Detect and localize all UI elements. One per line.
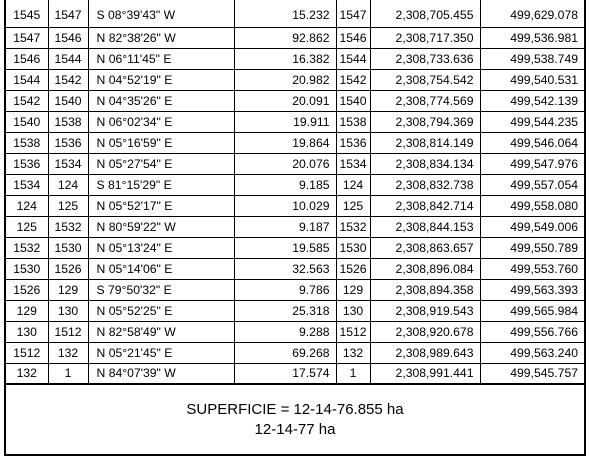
bearing-cell: N 82°38'26" W	[88, 27, 234, 48]
vertex-cell: 1546	[336, 27, 370, 48]
coordinate-x-cell: 499,549.006	[480, 216, 584, 237]
table-row	[6, 174, 584, 195]
sight-point-cell: 1532	[48, 216, 88, 237]
sight-point-cell: 1538	[48, 111, 88, 132]
bearing-cell: N 06°02'34" E	[88, 111, 234, 132]
vertex-cell: 1547	[336, 0, 370, 27]
distance-cell: 15.232	[234, 0, 336, 27]
coordinate-x-cell: 499,546.064	[480, 132, 584, 153]
coordinate-x-cell: 499,565.984	[480, 300, 584, 321]
table-row	[6, 300, 584, 321]
station-cell: 1538	[6, 132, 48, 153]
station-cell: 129	[6, 300, 48, 321]
coordinate-y-cell: 2,308,920.678	[370, 321, 480, 342]
distance-cell: 19.864	[234, 132, 336, 153]
bearing-cell: N 05°13'24" E	[88, 237, 234, 258]
bearing-cell: S 81°15'29" E	[88, 174, 234, 195]
vertex-cell: 1544	[336, 48, 370, 69]
station-cell: 1547	[6, 27, 48, 48]
station-cell: 1546	[6, 48, 48, 69]
vertex-cell: 1538	[336, 111, 370, 132]
distance-cell: 9.288	[234, 321, 336, 342]
coordinate-y-cell: 2,308,919.543	[370, 300, 480, 321]
bearing-cell: N 05°52'25" E	[88, 300, 234, 321]
bearing-cell: S 08°39'43" W	[88, 0, 234, 27]
distance-cell: 19.911	[234, 111, 336, 132]
bearing-cell: S 79°50'32" E	[88, 279, 234, 300]
distance-cell: 20.091	[234, 90, 336, 111]
sight-point-cell: 130	[48, 300, 88, 321]
survey-table-body	[6, 0, 584, 384]
bearing-cell: N 04°52'19" E	[88, 69, 234, 90]
coordinate-x-cell: 499,545.757	[480, 363, 584, 384]
sight-point-cell: 124	[48, 174, 88, 195]
table-row	[6, 48, 584, 69]
station-cell: 1532	[6, 237, 48, 258]
sight-point-cell: 129	[48, 279, 88, 300]
sight-point-cell: 1534	[48, 153, 88, 174]
vertex-cell: 132	[336, 342, 370, 363]
bearing-cell: N 05°16'59" E	[88, 132, 234, 153]
sight-point-cell: 1536	[48, 132, 88, 153]
vertex-cell: 1540	[336, 90, 370, 111]
coordinate-x-cell: 499,553.760	[480, 258, 584, 279]
table-row	[6, 90, 584, 111]
bearing-cell: N 82°58'49" W	[88, 321, 234, 342]
bearing-cell: N 84°07'39" W	[88, 363, 234, 384]
coordinate-x-cell: 499,538.749	[480, 48, 584, 69]
table-row	[6, 363, 584, 384]
sight-point-cell: 1544	[48, 48, 88, 69]
survey-coordinates-table	[6, 0, 584, 385]
vertex-cell: 1536	[336, 132, 370, 153]
coordinate-y-cell: 2,308,717.350	[370, 27, 480, 48]
sight-point-cell: 1530	[48, 237, 88, 258]
coordinate-x-cell: 499,563.240	[480, 342, 584, 363]
coordinate-x-cell: 499,629.078	[480, 0, 584, 27]
coordinate-y-cell: 2,308,894.358	[370, 279, 480, 300]
table-row	[6, 69, 584, 90]
bearing-cell: N 04°35'26" E	[88, 90, 234, 111]
station-cell: 132	[6, 363, 48, 384]
station-cell: 1536	[6, 153, 48, 174]
table-row	[6, 27, 584, 48]
table-row	[6, 321, 584, 342]
bearing-cell: N 06°11'45" E	[88, 48, 234, 69]
distance-cell: 19.585	[234, 237, 336, 258]
coordinate-y-cell: 2,308,705.455	[370, 0, 480, 27]
coordinate-x-cell: 499,558.080	[480, 195, 584, 216]
station-cell: 1534	[6, 174, 48, 195]
coordinate-y-cell: 2,308,794.369	[370, 111, 480, 132]
sight-point-cell: 1	[48, 363, 88, 384]
coordinate-y-cell: 2,308,844.153	[370, 216, 480, 237]
coordinate-x-cell: 499,536.981	[480, 27, 584, 48]
coordinate-x-cell: 499,550.789	[480, 237, 584, 258]
bearing-cell: N 05°21'45" E	[88, 342, 234, 363]
superficie-text: SUPERFICIE = 12-14-76.855 ha	[186, 401, 404, 418]
vertex-cell: 1512	[336, 321, 370, 342]
station-cell: 1512	[6, 342, 48, 363]
station-cell: 1542	[6, 90, 48, 111]
vertex-cell: 129	[336, 279, 370, 300]
distance-cell: 16.382	[234, 48, 336, 69]
vertex-cell: 1526	[336, 258, 370, 279]
vertex-cell: 1	[336, 363, 370, 384]
coordinate-y-cell: 2,308,754.542	[370, 69, 480, 90]
coordinate-x-cell: 499,540.531	[480, 69, 584, 90]
sight-point-cell: 1512	[48, 321, 88, 342]
distance-cell: 32.563	[234, 258, 336, 279]
coordinate-x-cell: 499,547.976	[480, 153, 584, 174]
station-cell: 1540	[6, 111, 48, 132]
vertex-cell: 1534	[336, 153, 370, 174]
distance-cell: 20.982	[234, 69, 336, 90]
coordinate-y-cell: 2,308,896.084	[370, 258, 480, 279]
distance-cell: 9.786	[234, 279, 336, 300]
table-row	[6, 195, 584, 216]
sight-point-cell: 1546	[48, 27, 88, 48]
distance-cell: 9.185	[234, 174, 336, 195]
coordinate-y-cell: 2,308,842.714	[370, 195, 480, 216]
coordinate-y-cell: 2,308,991.441	[370, 363, 480, 384]
distance-cell: 69.268	[234, 342, 336, 363]
coordinate-y-cell: 2,308,834.134	[370, 153, 480, 174]
distance-cell: 20.076	[234, 153, 336, 174]
station-cell: 125	[6, 216, 48, 237]
distance-cell: 25.318	[234, 300, 336, 321]
station-cell: 1530	[6, 258, 48, 279]
coordinate-y-cell: 2,308,774.569	[370, 90, 480, 111]
distance-cell: 10.029	[234, 195, 336, 216]
superficie-rounded-text: 12-14-77 ha	[254, 421, 336, 438]
table-row	[6, 132, 584, 153]
station-cell: 1544	[6, 69, 48, 90]
vertex-cell: 124	[336, 174, 370, 195]
vertex-cell: 1530	[336, 237, 370, 258]
sight-point-cell: 1540	[48, 90, 88, 111]
coordinate-y-cell: 2,308,814.149	[370, 132, 480, 153]
coordinate-y-cell: 2,308,863.657	[370, 237, 480, 258]
station-cell: 1545	[6, 0, 48, 27]
vertex-cell: 1542	[336, 69, 370, 90]
table-row	[6, 237, 584, 258]
area-summary	[6, 400, 584, 440]
coordinate-y-cell: 2,308,832.738	[370, 174, 480, 195]
distance-cell: 9.187	[234, 216, 336, 237]
table-row	[6, 258, 584, 279]
coordinate-x-cell: 499,542.139	[480, 90, 584, 111]
vertex-cell: 130	[336, 300, 370, 321]
coordinate-y-cell: 2,308,733.636	[370, 48, 480, 69]
table-row	[6, 153, 584, 174]
sight-point-cell: 1547	[48, 0, 88, 27]
table-row	[6, 111, 584, 132]
vertex-cell: 125	[336, 195, 370, 216]
table-row	[6, 279, 584, 300]
station-cell: 124	[6, 195, 48, 216]
bearing-cell: N 05°52'17" E	[88, 195, 234, 216]
table-row	[6, 216, 584, 237]
sight-point-cell: 132	[48, 342, 88, 363]
coordinate-x-cell: 499,557.054	[480, 174, 584, 195]
survey-table-sheet	[4, 0, 586, 456]
bearing-cell: N 80°59'22" W	[88, 216, 234, 237]
bearing-cell: N 05°27'54" E	[88, 153, 234, 174]
sight-point-cell: 1526	[48, 258, 88, 279]
coordinate-x-cell: 499,556.766	[480, 321, 584, 342]
station-cell: 1526	[6, 279, 48, 300]
bearing-cell: N 05°14'06" E	[88, 258, 234, 279]
table-row	[6, 342, 584, 363]
coordinate-y-cell: 2,308,989.643	[370, 342, 480, 363]
distance-cell: 17.574	[234, 363, 336, 384]
coordinate-x-cell: 499,563.393	[480, 279, 584, 300]
sight-point-cell: 125	[48, 195, 88, 216]
table-row	[6, 0, 584, 27]
station-cell: 130	[6, 321, 48, 342]
coordinate-x-cell: 499,544.235	[480, 111, 584, 132]
distance-cell: 92.862	[234, 27, 336, 48]
vertex-cell: 1532	[336, 216, 370, 237]
sight-point-cell: 1542	[48, 69, 88, 90]
